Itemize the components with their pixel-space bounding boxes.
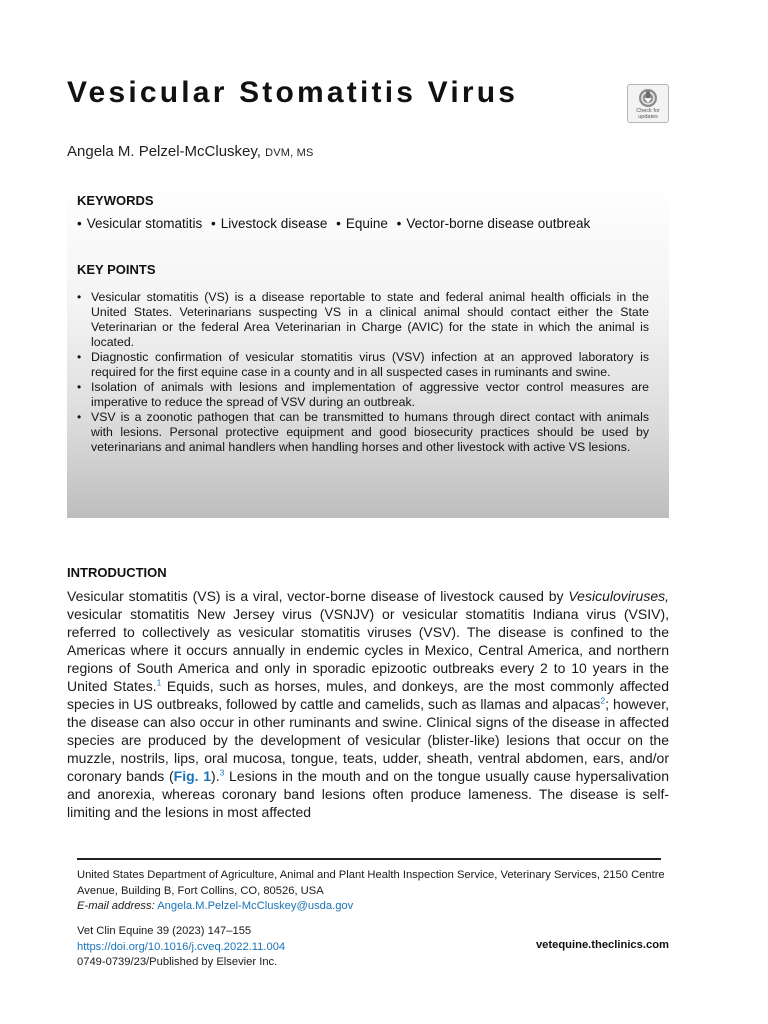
email-link[interactable]: Angela.M.Pelzel-McCluskey@usda.gov	[157, 900, 354, 912]
keywords-list: • Vesicular stomatitis • Livestock disease • Equine • Vector-borne disease outbreak	[77, 216, 591, 231]
key-points-heading: KEY POINTS	[77, 262, 156, 277]
keyword: Vector-borne disease outbreak	[406, 216, 591, 231]
journal-website[interactable]: vetequine.theclinics.com	[535, 939, 669, 951]
journal-citation: Vet Clin Equine 39 (2023) 147–155	[77, 925, 252, 937]
key-point: • Vesicular stomatitis (VS) is a disease reportable to state and federal animal health officials in the United States. Veterinarians suspecting VS in a clinical animal should contact either the State Veterinarian or the federal Area Veterinarian in Charge (AVIC) for the state in which the animal is located.	[77, 290, 649, 350]
key-points-list	[77, 290, 649, 455]
keyword: Vesicular stomatitis	[86, 216, 203, 231]
footnote-divider	[77, 858, 661, 860]
author-affiliation-footnote	[77, 868, 665, 915]
author-line	[67, 143, 314, 160]
reference-link-2[interactable]: 2	[600, 695, 606, 706]
key-point: • Diagnostic confirmation of vesicular stomatitis virus (VSV) infection at an approved laboratory is required for the first equine case in a county and in all suspected cases in ruminants and swine.	[77, 350, 649, 380]
keywords-heading: KEYWORDS	[77, 193, 154, 208]
citation-block	[77, 924, 285, 971]
key-point: • VSV is a zoonotic pathogen that can be transmitted to humans through direct contact with animals with lesions. Personal protective equipment and good biosecurity practices should be used by veterinarians and animal handlers when handling horses and other livestock with active VS lesions.	[77, 410, 649, 455]
reference-link-1[interactable]: 1	[156, 677, 162, 688]
italic-term: Vesiculoviruses,	[568, 588, 669, 604]
check-for-updates-badge[interactable]	[627, 84, 669, 123]
issn-publisher: 0749-0739/23/Published by Elsevier Inc.	[77, 956, 278, 968]
email-line	[77, 899, 665, 915]
badge-label-1: Check for	[636, 108, 660, 114]
introduction-heading: INTRODUCTION	[67, 565, 167, 580]
author-credentials: DVM, MS	[265, 147, 314, 159]
key-point: • Isolation of animals with lesions and implementation of aggressive vector control measures are imperative to reduce the spread of VSV during an outbreak.	[77, 380, 649, 410]
badge-label-2: updates	[638, 114, 658, 120]
doi-link[interactable]: https://doi.org/10.1016/j.cveq.2022.11.004	[77, 940, 286, 953]
figure-link[interactable]: Fig. 1	[173, 768, 212, 784]
keyword: Equine	[345, 216, 388, 231]
email-label: E-mail address:	[77, 900, 155, 912]
reference-link-3[interactable]: 3	[219, 767, 225, 778]
affiliation-text: United States Department of Agriculture, Animal and Plant Health Inspection Service, Veterinary Services, 2150 Centre Avenue, Building B, Fort Collins, CO, 80526, USA	[77, 869, 665, 897]
article-title: Vesicular Stomatitis Virus	[67, 76, 519, 109]
introduction-paragraph: Vesicular stomatitis (VS) is a viral, vector-borne disease of livestock caused by Vesiculoviruses, vesicular stomatitis New Jersey virus (VSNJV) or vesicular stomatitis Indiana virus (VSIV), referred to collectively as vesicular stomatitis viruses (VSV). The disease is confined to the Americas where it occurs annually in endemic cycles in Mexico, Central America, and northern regions of South America and only in sporadic epizootic outbreaks every 2 to 10 years in the United States.$^1$ Equids, such as horses, mules, and donkeys, are the most commonly affected species in US outbreaks, followed by cattle and camelids, such as llamas and alpacas$^2$; however, the disease can also occur in other ruminants and swine. Clinical signs of the disease in affected species are produced by the development of vesicular (blister-like) lesions that occur on the muzzle, nostrils, lips, oral mucosa, tongue, teats, udder, sheath, ventral abdomen, ears, and/or coronary bands (Fig. 1).$^3$ Lesions in the mouth and on the tongue usually cause hypersalivation and anorexia, whereas coronary band lesions often produce lameness. The disease is self-limiting and the lesions in most affected	[67, 588, 670, 820]
check-updates-icon	[638, 88, 658, 108]
author-name: Angela M. Pelzel-McCluskey,	[67, 143, 261, 160]
keywords-keypoints-box	[67, 180, 669, 518]
keyword: Livestock disease	[220, 216, 328, 231]
